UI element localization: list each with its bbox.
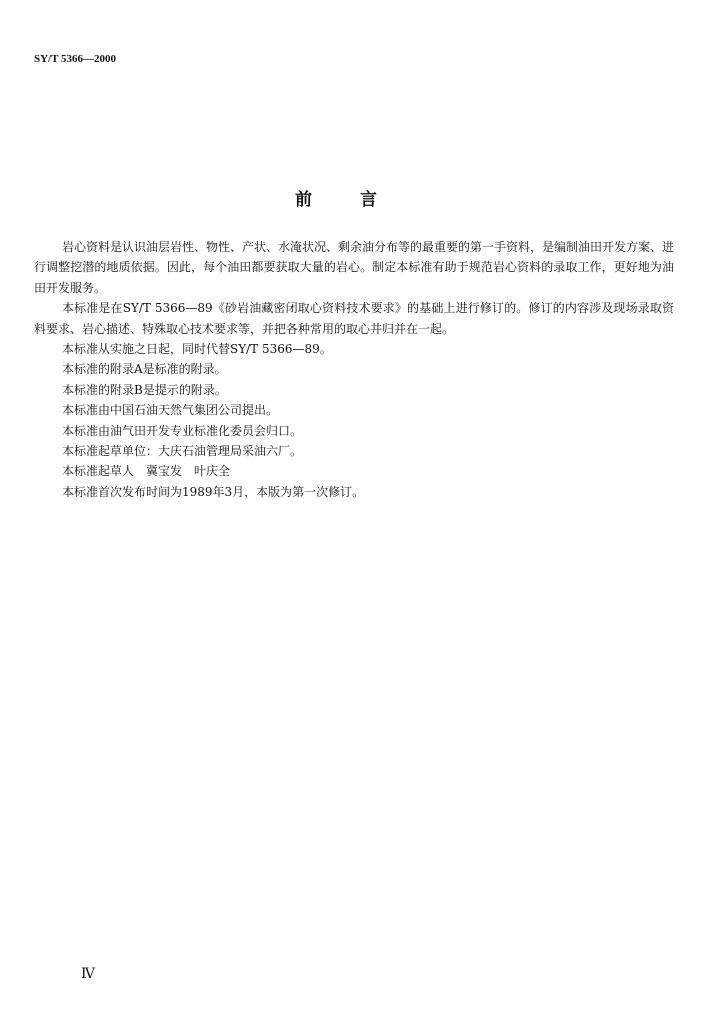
paragraph-first-release: 本标准首次发布时间为1989年3月，本版为第一次修订。 — [62, 484, 365, 499]
paragraph-appendix-a: 本标准的附录A是标准的附录。 — [62, 362, 227, 377]
paragraph-intro: 岩心资料是认识油层岩性、物性、产状、水淹状况、剩余油分布等的最重要的第一手资料，是编制油田开发方案、进行调整挖潜的地质依据。因此，每个油田都要获取大量的岩心。制定本标准有助于规范岩心资料的录取工作，更好地为油田开发服务。 — [34, 240, 675, 295]
page-title: 前言 — [295, 190, 425, 210]
standard-code: SY/T 5366—2000 — [34, 53, 117, 65]
paragraph-replaces: 本标准从实施之日起，同时代替SY/T 5366—89。 — [62, 342, 332, 357]
paragraph-drafters: 本标准起草人 冀宝发 叶庆全 — [62, 464, 231, 479]
paragraph-drafting-unit: 本标准起草单位：大庆石油管理局采油六厂。 — [62, 444, 303, 459]
paragraph-appendix-b: 本标准的附录B是提示的附录。 — [62, 382, 227, 397]
foreword-body — [34, 237, 674, 502]
paragraph-revision: 本标准是在SY/T 5366—89《砂岩油藏密闭取心资料技术要求》的基础上进行修订的。修订的内容涉及现场录取资料要求、岩心描述、特殊取心技术要求等，并把各种常用的取心井归并在一起。 — [34, 301, 674, 336]
page-number: Ⅳ — [81, 967, 95, 982]
paragraph-committee: 本标准由油气田开发专业标准化委员会归口。 — [62, 423, 303, 438]
paragraph-proposer: 本标准由中国石油天然气集团公司提出。 — [62, 403, 279, 418]
